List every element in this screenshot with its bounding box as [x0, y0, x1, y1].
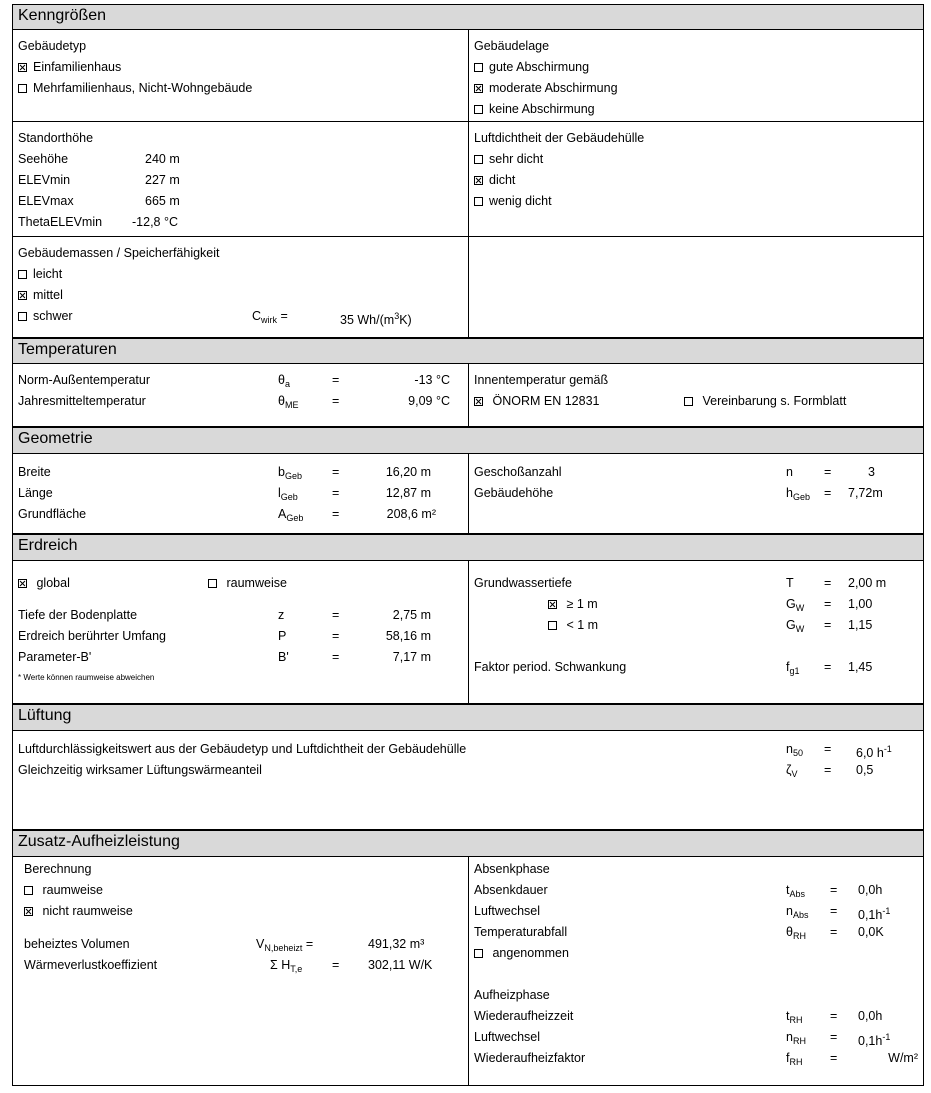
option-label: angenommen	[492, 946, 569, 960]
elevmin-key: ELEVmin	[18, 173, 71, 187]
laenge-symbol: $l_{Geb}$	[278, 486, 298, 502]
waermeverlust-label: Wärmeverlustkoeffizient	[24, 958, 158, 972]
option-label: global	[36, 576, 70, 590]
section-title: Geometrie	[18, 430, 93, 447]
option-label: moderate Abschirmung	[489, 81, 618, 95]
zeta-value: 0,5	[856, 763, 874, 777]
grundflaeche-value: 208,6 m²	[386, 507, 436, 521]
option-label: schwer	[33, 309, 73, 323]
option-label: nicht raumweise	[42, 904, 133, 918]
parameter-b-value: 7,17 m	[392, 650, 431, 664]
jahresmitteltemp-label: Jahresmitteltemperatur	[18, 394, 146, 408]
equals-sign: =	[830, 1030, 838, 1044]
grundwasser-label: Grundwassertiefe	[474, 576, 572, 590]
section-title: Lüftung	[18, 707, 72, 724]
luftwechsel-rh-value: $0,1h^{-1}$	[858, 1032, 891, 1048]
breite-symbol: $b_{Geb}$	[278, 465, 302, 481]
equals-sign: =	[332, 608, 340, 622]
checkbox-checked-icon[interactable]	[474, 397, 483, 406]
section-header-erdreich	[12, 534, 924, 561]
option-label: raumweise	[226, 576, 287, 590]
checkbox-icon[interactable]	[684, 397, 693, 406]
section-header-temperaturen	[12, 338, 924, 364]
option-moderate-abschirmung[interactable]	[474, 81, 618, 96]
luftwechsel-abs-value: $0,1h^{-1}$	[858, 906, 891, 922]
equals-sign: =	[332, 465, 340, 479]
equals-sign: =	[332, 958, 340, 972]
option-gw-lt-1m[interactable]	[548, 618, 598, 633]
equals-sign: =	[332, 650, 340, 664]
luftdurchlaessigkeit-label: Luftdurchlässigkeitswert aus der Gebäudetyp und Luftdichtheit der Gebäudehülle	[18, 742, 467, 756]
elevmax-value: 665 m	[145, 194, 180, 208]
jahresmitteltemp-symbol: $\theta_{ME}$	[278, 394, 299, 410]
breite-value: 16,20 m	[385, 465, 431, 479]
lueftungswaermeanteil-label: Gleichzeitig wirksamer Lüftungswärmeanteil	[18, 763, 262, 777]
column-divider	[468, 29, 469, 338]
norm-aussentemp-value: -13 °C	[414, 373, 450, 387]
equals-sign: =	[830, 1009, 838, 1023]
waermeverlust-value: 302,11 W/K	[368, 958, 433, 972]
waermeverlust-symbol: Σ $H_{T,e}$	[270, 958, 303, 974]
checkbox-checked-icon[interactable]	[18, 63, 27, 72]
option-label: gute Abschirmung	[489, 60, 590, 74]
checkbox-icon[interactable]	[474, 63, 483, 72]
equals-sign: =	[824, 597, 832, 611]
geschoss-label: Geschoßanzahl	[474, 465, 562, 479]
option-label: ÖNORM EN 12831	[492, 394, 600, 408]
section-title: Kenngrößen	[18, 7, 107, 24]
wiederaufheizzeit-symbol: $t_{RH}$	[786, 1009, 803, 1025]
checkbox-checked-icon[interactable]	[474, 84, 483, 93]
seehoehe-value: 240 m	[145, 152, 180, 166]
equals-sign: =	[830, 925, 838, 939]
volumen-label: beheiztes Volumen	[24, 937, 130, 951]
option-global[interactable]	[18, 576, 70, 591]
luftwechsel-abs-symbol: $n_{Abs}$	[786, 904, 809, 920]
option-angenommen[interactable]	[474, 946, 569, 961]
equals-sign: =	[332, 486, 340, 500]
option-label: dicht	[489, 173, 516, 187]
checkbox-checked-icon[interactable]	[474, 176, 483, 185]
geschoss-value: 3	[868, 465, 875, 479]
option-label: raumweise	[42, 883, 103, 897]
hoehe-value: 7,72m	[848, 486, 883, 500]
option-label: wenig dicht	[489, 194, 552, 208]
footnote: * Werte können raumweise abweichen	[18, 673, 155, 682]
absenkphase-label: Absenkphase	[474, 862, 550, 876]
checkbox-icon[interactable]	[24, 886, 33, 895]
checkbox-checked-icon[interactable]	[18, 291, 27, 300]
faktor-value: 1,45	[848, 660, 873, 674]
option-raumweise[interactable]	[208, 576, 287, 591]
option-label: Mehrfamilienhaus, Nicht-Wohngebäude	[33, 81, 253, 95]
seehoehe-key: Seehöhe	[18, 152, 69, 166]
absenkdauer-value: 0,0h	[858, 883, 883, 897]
wiederaufheizfaktor-value: W/m²	[888, 1051, 918, 1065]
gw2-value: 1,15	[848, 618, 873, 632]
laenge-label: Länge	[18, 486, 53, 500]
parameter-b-label: Parameter-B'	[18, 650, 92, 664]
option-keine-abschirmung[interactable]	[474, 102, 595, 117]
absenkdauer-symbol: $t_{Abs}$	[786, 883, 805, 899]
column-divider	[468, 453, 469, 534]
section-header-geometrie	[12, 427, 924, 454]
option-label: Einfamilienhaus	[33, 60, 122, 74]
thetaelevmin-key: ThetaELEVmin	[18, 215, 103, 229]
option-zusatz-raumweise[interactable]	[24, 883, 103, 898]
temperaturabfall-value: 0,0K	[858, 925, 884, 939]
n50-value: 6,0 $h^{-1}$	[856, 744, 892, 760]
checkbox-checked-icon[interactable]	[24, 907, 33, 916]
innentemp-label: Innentemperatur gemäß	[474, 373, 609, 387]
option-mittel[interactable]	[18, 288, 63, 303]
elevmax-key: ELEVmax	[18, 194, 74, 208]
column-divider	[468, 560, 469, 704]
grundwasser-symbol: T	[786, 576, 794, 590]
option-label: Vereinbarung s. Formblatt	[702, 394, 847, 408]
volumen-symbol: $V_{N,beheizt}$ =	[256, 937, 314, 953]
wiederaufheizfaktor-symbol: $f_{RH}$	[786, 1051, 803, 1067]
n50-symbol: $n_{50}$	[786, 742, 803, 758]
equals-sign: =	[824, 618, 832, 632]
section-header-kenngroessen	[12, 4, 924, 30]
option-wenig-dicht[interactable]	[474, 194, 552, 209]
aufheizphase-label: Aufheizphase	[474, 988, 550, 1002]
equals-sign: =	[824, 486, 832, 500]
faktor-symbol: $f_{g1}$	[786, 660, 800, 676]
equals-sign: =	[332, 394, 340, 408]
section-title: Temperaturen	[18, 341, 117, 358]
checkbox-icon[interactable]	[18, 312, 27, 321]
column-divider	[468, 363, 469, 427]
gw1-value: 1,00	[848, 597, 873, 611]
umfang-symbol: P	[278, 629, 287, 643]
equals-sign: =	[824, 660, 832, 674]
checkbox-icon[interactable]	[474, 949, 483, 958]
checkbox-icon[interactable]	[548, 621, 557, 630]
column-divider	[468, 856, 469, 1086]
zeta-symbol: $\zeta_V$	[786, 763, 798, 779]
elevmin-value: 227 m	[145, 173, 180, 187]
tiefe-label: Tiefe der Bodenplatte	[18, 608, 138, 622]
laenge-value: 12,87 m	[385, 486, 431, 500]
equals-sign: =	[830, 904, 838, 918]
checkbox-icon[interactable]	[208, 579, 217, 588]
breite-label: Breite	[18, 465, 51, 479]
checkbox-icon[interactable]	[474, 197, 483, 206]
section-header-lueftung	[12, 704, 924, 731]
luftdichtheit-label: Luftdichtheit der Gebäudehülle	[474, 131, 645, 145]
equals-sign: =	[332, 373, 340, 387]
parameter-b-symbol: B'	[278, 650, 289, 664]
checkbox-icon[interactable]	[474, 105, 483, 114]
equals-sign: =	[824, 465, 832, 479]
option-gute-abschirmung[interactable]	[474, 60, 589, 75]
checkbox-icon[interactable]	[18, 84, 27, 93]
jahresmitteltemp-value: 9,09 °C	[408, 394, 450, 408]
option-oenorm[interactable]	[474, 394, 599, 409]
wiederaufheizfaktor-label: Wiederaufheizfaktor	[474, 1051, 586, 1065]
equals-sign: =	[824, 742, 832, 756]
option-leicht[interactable]	[18, 267, 62, 282]
gebaeudetyp-label: Gebäudetyp	[18, 39, 87, 53]
hoehe-label: Gebäudehöhe	[474, 486, 554, 500]
option-gw-ge-1m[interactable]	[548, 597, 598, 612]
section-title: Erdreich	[18, 537, 78, 554]
row-divider	[12, 236, 924, 237]
gebaeudemassen-label: Gebäudemassen / Speicherfähigkeit	[18, 246, 220, 260]
absenkdauer-label: Absenkdauer	[474, 883, 548, 897]
grundflaeche-label: Grundfläche	[18, 507, 87, 521]
luftwechsel-rh-label: Luftwechsel	[474, 1030, 541, 1044]
cwirk-value: 35 $Wh/(m^3K)$	[340, 311, 412, 327]
option-schwer[interactable]	[18, 309, 73, 324]
standorthoehe-label: Standorthöhe	[18, 131, 94, 145]
equals-sign: =	[824, 763, 832, 777]
option-einfamilienhaus[interactable]	[18, 60, 121, 75]
option-label: ≥ 1 m	[566, 597, 598, 611]
option-label: < 1 m	[566, 618, 599, 632]
norm-aussentemp-label: Norm-Außentemperatur	[18, 373, 150, 387]
grundwasser-value: 2,00 m	[848, 576, 887, 590]
berechnung-label: Berechnung	[24, 862, 92, 876]
umfang-value: 58,16 m	[385, 629, 431, 643]
gw2-symbol: $G_W$	[786, 618, 805, 634]
grundflaeche-symbol: $A_{Geb}$	[278, 507, 304, 523]
equals-sign: =	[824, 576, 832, 590]
checkbox-checked-icon[interactable]	[18, 579, 27, 588]
temperaturabfall-label: Temperaturabfall	[474, 925, 568, 939]
wiederaufheizzeit-label: Wiederaufheizzeit	[474, 1009, 574, 1023]
checkbox-checked-icon[interactable]	[548, 600, 557, 609]
umfang-label: Erdreich berührter Umfang	[18, 629, 166, 643]
hoehe-symbol: $h_{Geb}$	[786, 486, 810, 502]
option-vereinbarung[interactable]	[684, 394, 846, 409]
gw1-symbol: $G_W$	[786, 597, 805, 613]
checkbox-icon[interactable]	[18, 270, 27, 279]
luftwechsel-abs-label: Luftwechsel	[474, 904, 541, 918]
faktor-label: Faktor period. Schwankung	[474, 660, 627, 674]
cwirk-symbol: $C_{wirk}$ =	[252, 309, 288, 325]
option-dicht[interactable]	[474, 173, 515, 188]
equals-sign: =	[332, 507, 340, 521]
section-header-zusatz	[12, 830, 924, 857]
equals-sign: =	[332, 629, 340, 643]
norm-aussentemp-symbol: $\theta_a$	[278, 373, 290, 389]
wiederaufheizzeit-value: 0,0h	[858, 1009, 883, 1023]
tiefe-value: 2,75 m	[392, 608, 431, 622]
geschoss-symbol: n	[786, 465, 793, 479]
tiefe-symbol: z	[278, 608, 285, 622]
luftwechsel-rh-symbol: $n_{RH}$	[786, 1030, 806, 1046]
option-label: keine Abschirmung	[489, 102, 595, 116]
equals-sign: =	[830, 1051, 838, 1065]
volumen-value: 491,32 m³	[368, 937, 425, 951]
option-zusatz-nicht-raumweise[interactable]	[24, 904, 133, 919]
checkbox-icon[interactable]	[474, 155, 483, 164]
equals-sign: =	[830, 883, 838, 897]
temperaturabfall-symbol: $\theta_{RH}$	[786, 925, 806, 941]
gebaeudelage-label: Gebäudelage	[474, 39, 550, 53]
thetaelevmin-value: -12,8 °C	[132, 215, 178, 229]
option-label: mittel	[33, 288, 63, 302]
option-label: leicht	[33, 267, 63, 281]
row-divider	[12, 121, 924, 122]
section-title: Zusatz-Aufheizleistung	[18, 833, 180, 850]
option-sehr-dicht[interactable]	[474, 152, 543, 167]
option-mehrfamilienhaus[interactable]	[18, 81, 252, 96]
option-label: sehr dicht	[489, 152, 544, 166]
